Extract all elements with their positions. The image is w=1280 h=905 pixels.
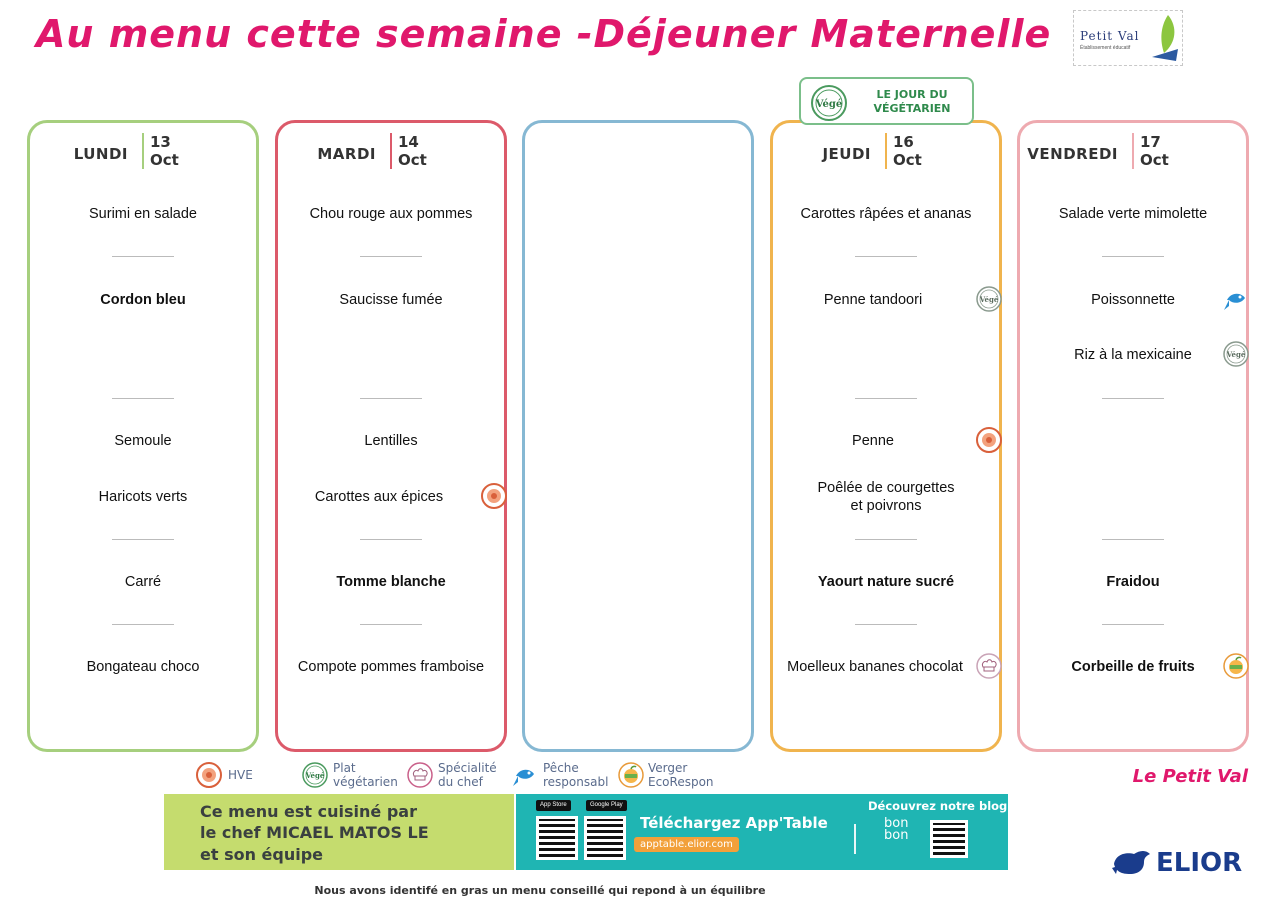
divider [1102, 539, 1164, 540]
day-name: MARDI [317, 145, 376, 163]
apple-icon [618, 762, 644, 788]
dish-side: Riz à la mexicaine [1074, 347, 1192, 363]
dish-side: Lentilles [364, 433, 418, 449]
google-play-badge[interactable]: Google Play [586, 800, 627, 811]
page-title: Au menu cette semaine -Déjeuner Maternelle [36, 12, 1052, 56]
divider [360, 624, 422, 625]
dish-dessert: Bongateau choco [86, 659, 200, 675]
vege-day-line2: VÉGÉTARIEN [873, 102, 951, 115]
logo-tagline: Établissement éducatif [1080, 45, 1131, 51]
qr-code [584, 816, 626, 860]
chef-hat-icon [407, 762, 433, 788]
day-column-mercredi [522, 120, 754, 752]
vege-icon [302, 762, 328, 788]
dish-side: Semoule [114, 433, 172, 449]
apple-icon [1223, 653, 1249, 679]
chef-line: Ce menu est cuisiné par [200, 802, 417, 821]
vege-icon [810, 84, 848, 122]
dish-main: Cordon bleu [100, 292, 186, 308]
dish-dairy: Carré [124, 574, 162, 590]
dish-dessert: Corbeille de fruits [1071, 659, 1195, 675]
dish-side: Penne [852, 433, 894, 449]
chef-line: et son équipe [200, 845, 324, 864]
elior-name: ELIOR [1156, 848, 1243, 878]
dish-side: Haricots verts [98, 489, 188, 505]
dish-side: Poêlée de courgettes et poivrons [817, 480, 955, 514]
vege-day-line1: LE JOUR DU [876, 88, 948, 101]
day-header [1020, 133, 1246, 173]
chef-hat-icon [976, 653, 1002, 679]
qr-code [930, 820, 968, 858]
bull-icon [1110, 846, 1152, 878]
dish-main: Saucisse fumée [339, 292, 443, 308]
chef-banner [164, 794, 514, 870]
bonbon-logo: bon bon [884, 816, 909, 843]
vege-icon [1223, 341, 1249, 367]
svg-text:Végé: Végé [305, 771, 325, 780]
hve-icon [481, 483, 507, 509]
dish-dairy: Fraidou [1106, 574, 1160, 590]
leaf-icon [1150, 13, 1180, 65]
day-date: 13 Oct [150, 133, 179, 169]
day-column-jeudi [770, 120, 1002, 752]
dish-starter: Chou rouge aux pommes [309, 206, 473, 222]
divider [112, 624, 174, 625]
dish-dairy: Tomme blanche [336, 574, 446, 590]
dish-main: Penne tandoori [823, 292, 923, 308]
svg-text:Végé: Végé [979, 295, 999, 304]
dish-starter: Surimi en salade [89, 206, 197, 222]
separator [854, 824, 856, 854]
legend-label: Verger EcoRespon [648, 761, 714, 789]
logo-name: Petit Val [1080, 29, 1140, 43]
hve-icon [196, 762, 222, 788]
day-separator [1132, 133, 1134, 169]
elior-logo [1110, 846, 1246, 882]
dish-starter: Carottes râpées et ananas [800, 206, 972, 222]
divider [360, 539, 422, 540]
divider [112, 256, 174, 257]
day-separator [142, 133, 144, 169]
vege-icon [976, 286, 1002, 312]
divider [112, 398, 174, 399]
day-separator [390, 133, 392, 169]
legend-label: Pêche responsabl [543, 761, 609, 789]
fish-icon [1223, 286, 1249, 312]
app-banner[interactable] [516, 794, 1008, 870]
dish-dessert: Moelleux bananes chocolat [787, 659, 963, 675]
day-column-lundi [27, 120, 259, 752]
day-name: JEUDI [822, 145, 871, 163]
day-column-vendredi [1017, 120, 1249, 752]
vege-day-banner [799, 77, 974, 125]
dish-starter: Salade verte mimolette [1058, 206, 1208, 222]
dish-side: Carottes aux épices [314, 489, 444, 505]
day-header [773, 133, 999, 173]
divider [1102, 398, 1164, 399]
fish-icon [512, 762, 538, 788]
day-date: 17 Oct [1140, 133, 1169, 169]
app-store-badge[interactable]: App Store [536, 800, 571, 811]
chef-line: le chef MICAEL MATOS LE [200, 823, 429, 842]
divider [112, 539, 174, 540]
day-header [278, 133, 504, 173]
app-url-link[interactable]: apptable.elior.com [634, 837, 739, 852]
divider [360, 256, 422, 257]
day-name: LUNDI [73, 145, 128, 163]
divider [855, 624, 917, 625]
dish-dessert: Compote pommes framboise [297, 659, 485, 675]
app-title: Téléchargez App'Table [640, 814, 828, 832]
svg-text:Végé: Végé [1226, 350, 1246, 359]
vege-badge-text: Végé [815, 99, 843, 110]
day-header [30, 133, 256, 173]
day-date: 14 Oct [398, 133, 427, 169]
legend-label: Spécialité du chef [438, 761, 497, 789]
day-name: VENDREDI [1027, 145, 1118, 163]
day-column-mardi [275, 120, 507, 752]
divider [855, 539, 917, 540]
divider [1102, 624, 1164, 625]
qr-code [536, 816, 578, 860]
dish-main: Poissonnette [1091, 292, 1175, 308]
footer-note: Nous avons identifé en gras un menu conseillé qui repond à un équilibre [314, 884, 766, 897]
blog-label: Découvrez notre blog [868, 799, 1008, 813]
hve-icon [976, 427, 1002, 453]
divider [855, 256, 917, 257]
legend-label: HVE [228, 768, 253, 782]
divider [1102, 256, 1164, 257]
legend-label: Plat végétarien [333, 761, 398, 789]
day-date: 16 Oct [893, 133, 922, 169]
divider [360, 398, 422, 399]
brand-name: Le Petit Val [1132, 766, 1248, 787]
petit-val-logo [1073, 10, 1183, 66]
day-separator [885, 133, 887, 169]
dish-dairy: Yaourt nature sucré [817, 574, 955, 590]
divider [855, 398, 917, 399]
